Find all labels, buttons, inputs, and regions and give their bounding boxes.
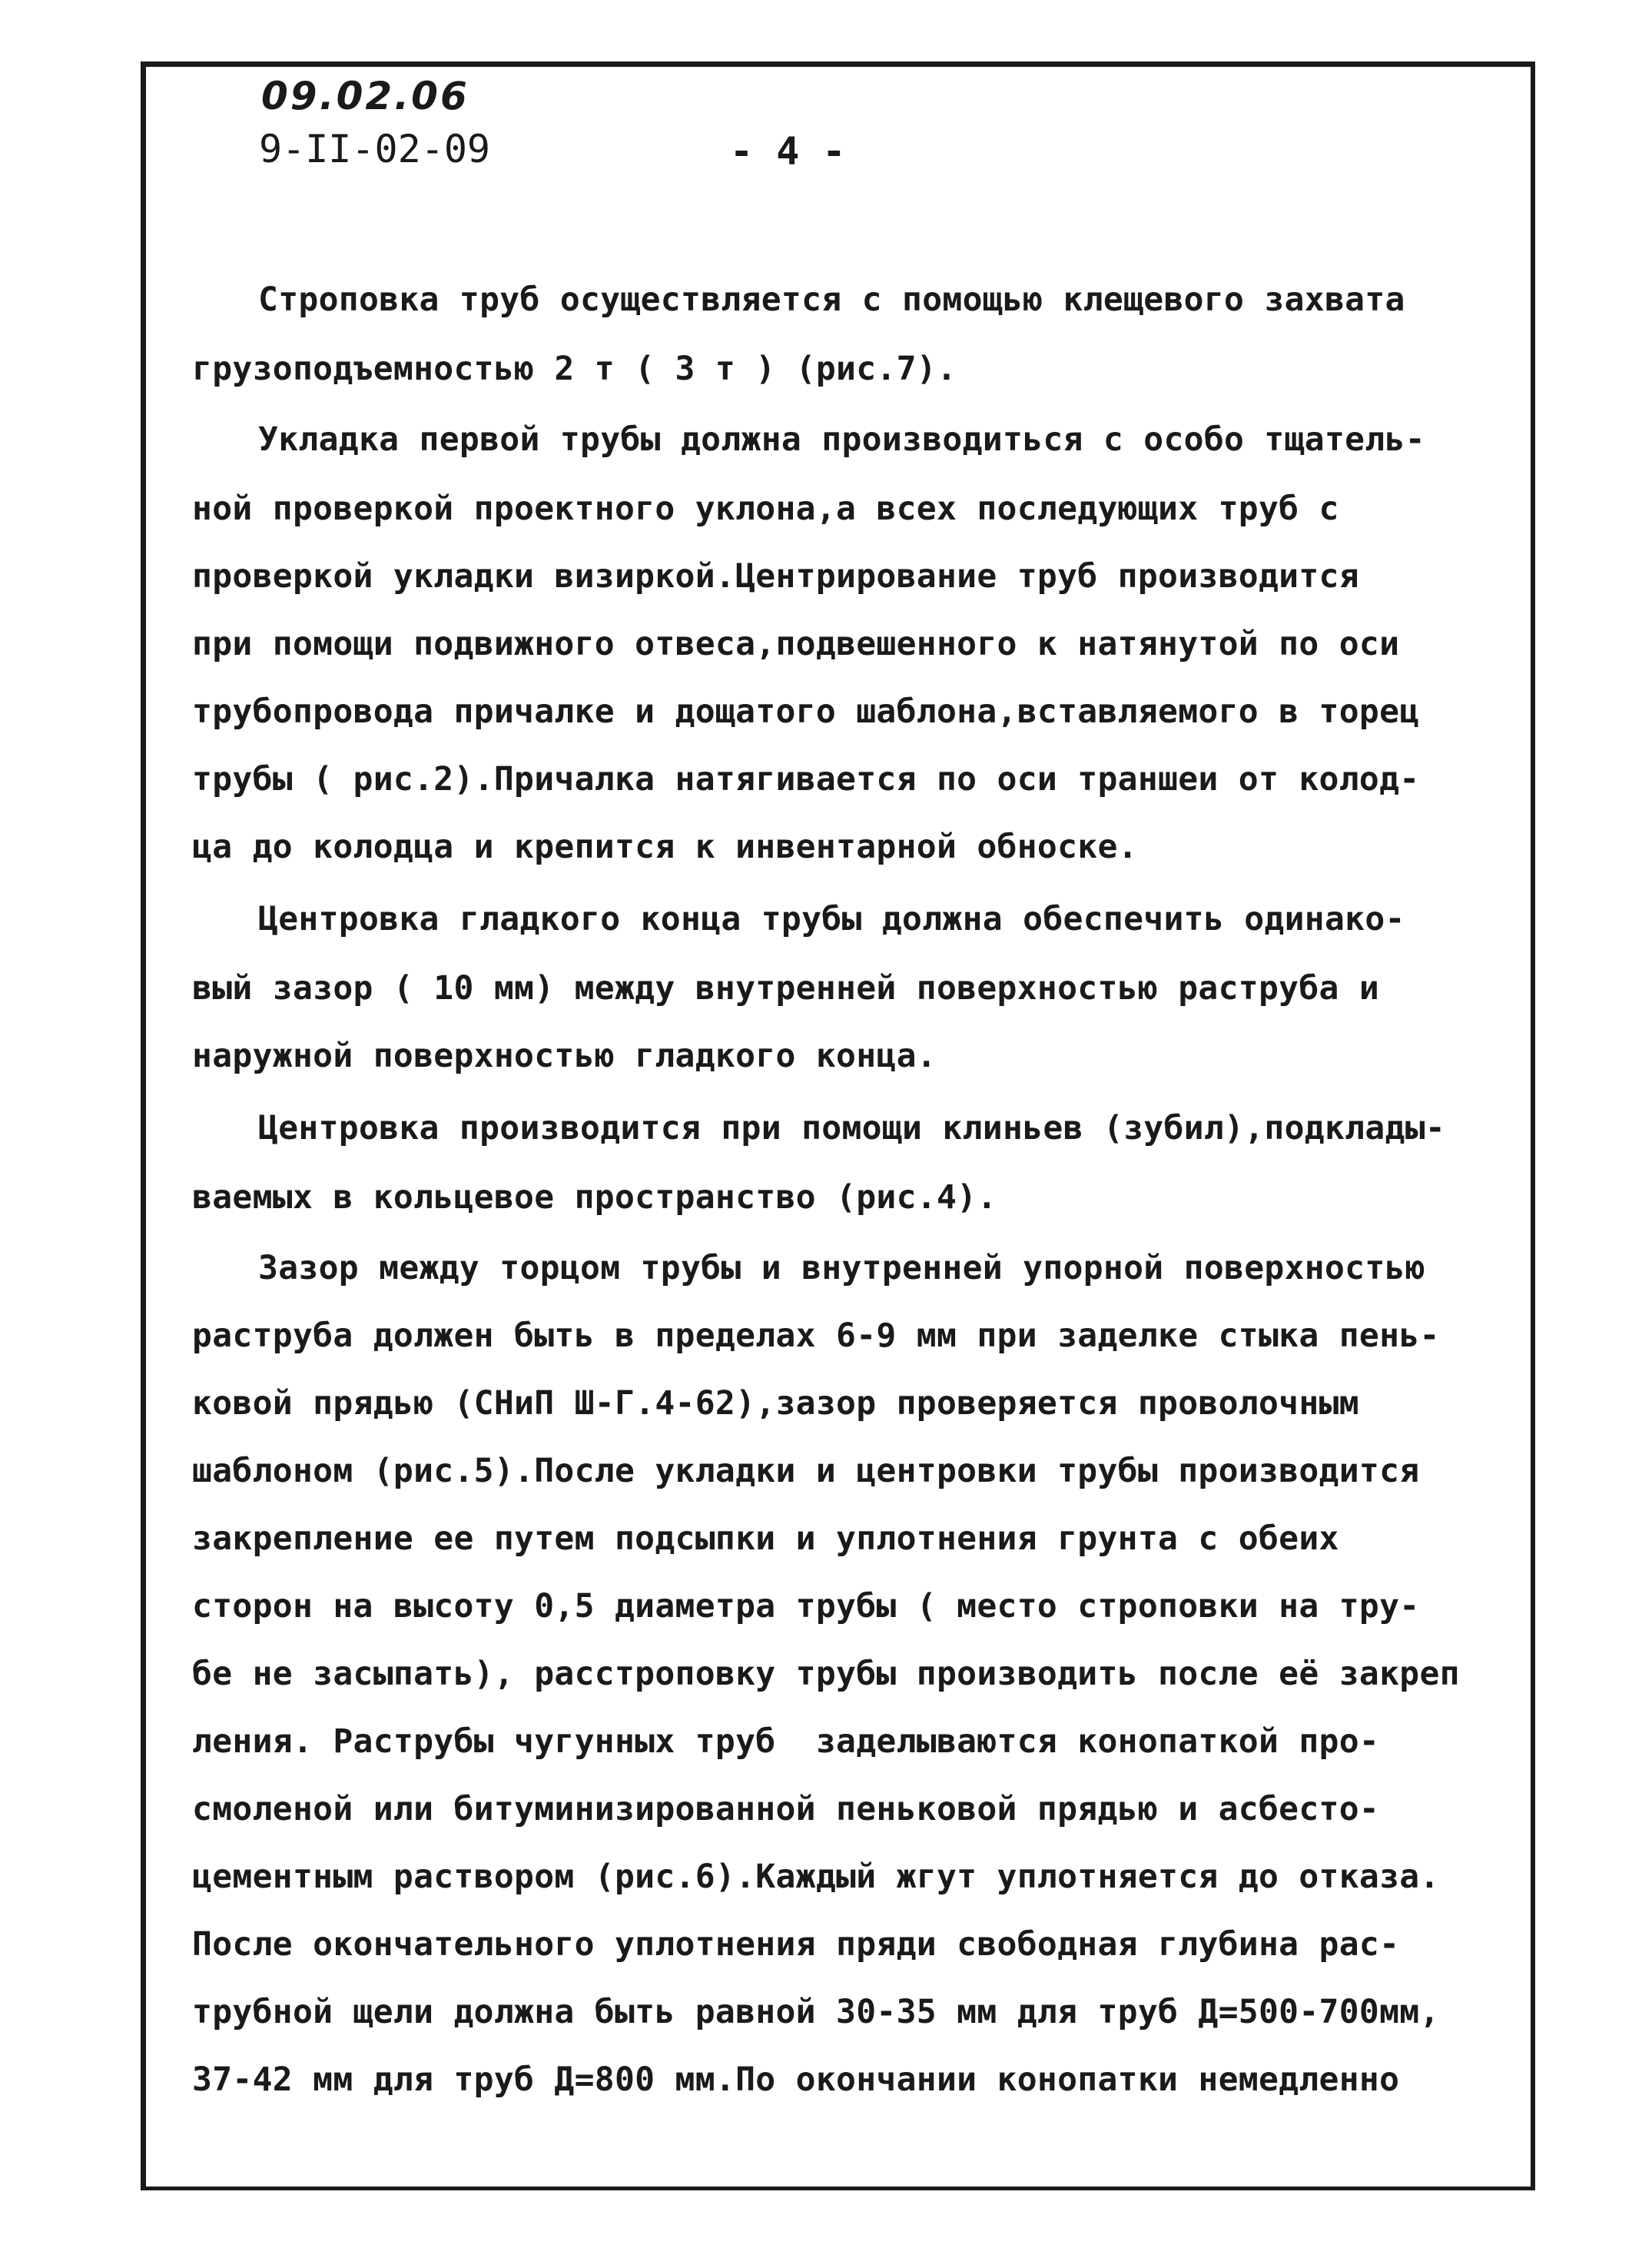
text-line: смоленой или битуминизированной пеньковой прядью и асбесто- (192, 1790, 1380, 1828)
text-line: Зазор между торцом трубы и внутренней упорной поверхностью (258, 1249, 1425, 1287)
text-line: Центровка производится при помощи клиньев (зубил),подклады- (258, 1109, 1446, 1147)
text-line: Укладка первой трубы должна производиться с особо тщатель- (258, 420, 1425, 459)
text-line: цементным раствором (рис.6).Каждый жгут уплотняется до отказа. (192, 1858, 1440, 1896)
text-line: Центровка гладкого конца трубы должна обеспечить одинако- (258, 900, 1405, 938)
text-line: трубы ( рис.2).Причалка натягивается по оси траншеи от колод- (192, 760, 1420, 799)
text-line: ца до колодца и крепится к инвентарной обноске. (192, 828, 1138, 866)
text-line: при помощи подвижного отвеса,подвешенного к натянутой по оси (192, 625, 1400, 663)
document-code: 9-II-02-09 (259, 127, 491, 171)
text-line: Строповка труб осуществляется с помощью клещевого захвата (258, 281, 1405, 319)
text-line: ковой прядью (СНиП Ш-Г.4-62),зазор проверяется проволочным (192, 1384, 1359, 1423)
text-line: наружной поверхностью гладкого конца. (192, 1037, 937, 1075)
text-line: ления. Раструбы чугунных труб заделываются конопаткой про- (192, 1722, 1380, 1761)
text-line: вый зазор ( 10 мм) между внутренней поверхностью раструба и (192, 969, 1380, 1008)
text-line: сторон на высоту 0,5 диаметра трубы ( место строповки на тру- (192, 1587, 1420, 1625)
text-line: шаблоном (рис.5).После укладки и центровки трубы производится (192, 1452, 1420, 1490)
text-line: бе не засыпать), расстроповку трубы производить после её закреп (192, 1655, 1460, 1693)
date-stamp: 09.02.06 (261, 74, 469, 118)
text-line: трубной щели должна быть равной 30-35 мм для труб Д=500-700мм, (192, 1993, 1440, 2031)
text-line: грузоподъемностью 2 т ( 3 т ) (рис.7). (192, 350, 957, 388)
text-line: закрепление ее путем подсыпки и уплотнения грунта с обеих (192, 1519, 1339, 1558)
text-line: ной проверкой проектного уклона,а всех последующих труб с (192, 490, 1339, 528)
text-line: трубопровода причалке и дощатого шаблона,вставляемого в торец (192, 692, 1420, 731)
text-line: 37-42 мм для труб Д=800 мм.По окончании конопатки немедленно (192, 2060, 1400, 2099)
text-line: ваемых в кольцевое пространство (рис.4). (192, 1178, 997, 1217)
text-line: проверкой укладки визиркой.Центрирование труб производится (192, 557, 1359, 596)
text-line: раструба должен быть в пределах 6-9 мм при заделке стыка пень- (192, 1317, 1440, 1355)
page-number: - 4 - (730, 129, 846, 174)
text-line: После окончательного уплотнения пряди свободная глубина рас- (192, 1925, 1400, 1964)
